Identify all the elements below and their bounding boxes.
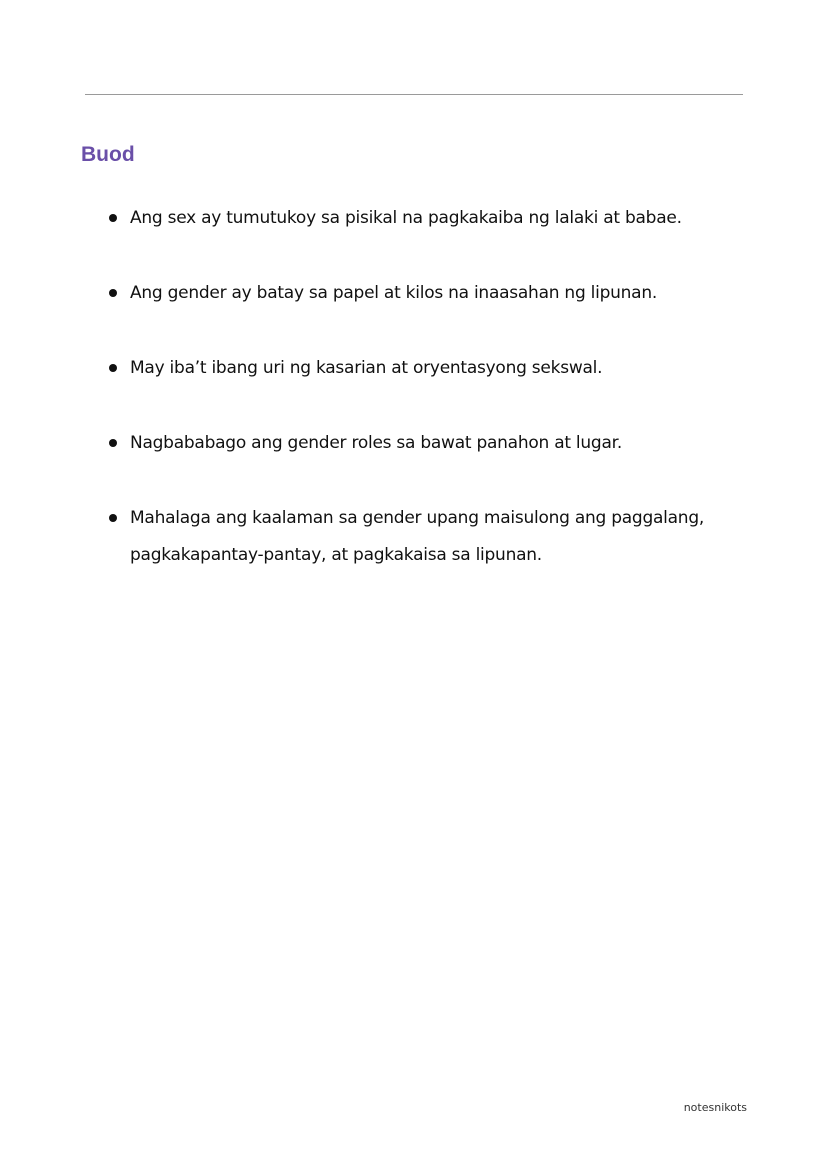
- list-item: [105, 350, 745, 387]
- bullet-icon: [109, 214, 117, 222]
- footer-brand: notesnikots: [683, 1101, 747, 1114]
- bullet-icon: [109, 289, 117, 297]
- list-item: [105, 500, 745, 574]
- list-item-text: Nagbababago ang gender roles sa bawat panahon at lugar.: [130, 433, 622, 453]
- bullet-icon: [109, 514, 117, 522]
- bullet-icon: [109, 439, 117, 447]
- list-item-text: Mahalaga ang kaalaman sa gender upang maisulong ang paggalang, pagkakapantay-pantay, at pagkakaisa sa lipunan.: [130, 508, 705, 565]
- top-divider: [85, 94, 743, 95]
- bullet-icon: [109, 364, 117, 372]
- summary-list: [105, 200, 745, 612]
- list-item: [105, 275, 745, 312]
- list-item: [105, 200, 745, 237]
- list-item-text: May iba’t ibang uri ng kasarian at oryentasyong sekswal.: [130, 358, 603, 378]
- list-item: [105, 425, 745, 462]
- list-item-text: Ang sex ay tumutukoy sa pisikal na pagkakaiba ng lalaki at babae.: [130, 208, 682, 228]
- list-item-text: Ang gender ay batay sa papel at kilos na inaasahan ng lipunan.: [130, 283, 658, 303]
- section-heading: Buod: [81, 143, 135, 166]
